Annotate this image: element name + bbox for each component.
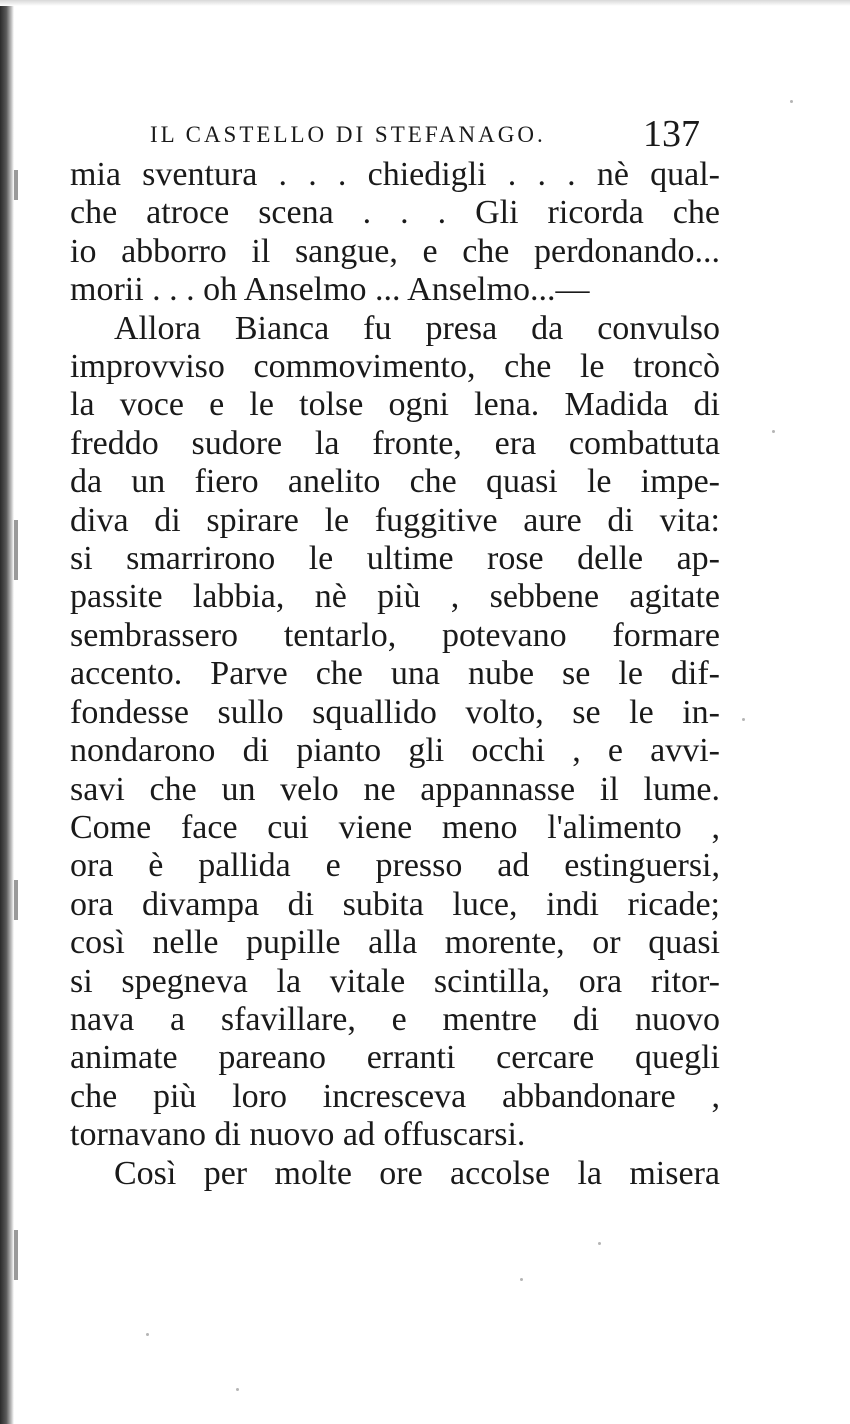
body-text: [70, 156, 720, 1193]
text-line: nava a sfavillare, e mentre di nuovo: [70, 1000, 720, 1038]
paragraph-start-line: Così per molte ore accolse la misera: [114, 1154, 720, 1192]
text-line: ora divampa di subita luce, indi ricade;: [70, 885, 720, 923]
text-line: savi che un velo ne appannasse il lume.: [70, 770, 720, 808]
text-line: si spegneva la vitale scintilla, ora ritor-: [70, 962, 720, 1000]
text-line: mia sventura . . . chiedigli . . . nè qual-: [70, 156, 720, 193]
gutter-speck: [14, 880, 18, 920]
paper-speck: [772, 430, 775, 433]
text-line: nondarono di pianto gli occhi , e avvi-: [70, 732, 720, 770]
paragraph-start-line: Allora Bianca fu presa da convulso: [114, 309, 720, 347]
text-line: fondesse sullo squallido volto, se le in-: [70, 693, 720, 731]
text-line: animate pareano erranti cercare quegli: [70, 1039, 720, 1077]
text-line: improvviso commovimento, che le troncò: [70, 348, 720, 386]
scan-gutter-shadow: [0, 0, 14, 1424]
text-line: si smarrirono le ultime rose delle ap-: [70, 540, 720, 578]
paper-speck: [742, 718, 745, 721]
gutter-speck: [14, 520, 18, 580]
paper-speck: [598, 1242, 601, 1245]
text-line: io abborro il sangue, e che perdonando...: [70, 232, 720, 270]
text-line: passite labbia, nè più , sebbene agitate: [70, 578, 720, 616]
page-header: [150, 113, 710, 156]
paper-speck: [146, 1333, 149, 1336]
text-line: morii . . . oh Anselmo ... Anselmo...—: [70, 271, 590, 309]
running-head: IL CASTELLO DI STEFANAGO.: [150, 122, 546, 147]
text-line: Come face cui viene meno l'alimento ,: [70, 808, 720, 846]
paper-speck: [790, 100, 793, 103]
text-line: diva di spirare le fuggitive aure di vita:: [70, 501, 720, 539]
text-line: che più loro incresceva abbandonare ,: [70, 1077, 720, 1115]
text-line: freddo sudore la fronte, era combattuta: [70, 424, 720, 462]
text-line: tornavano di nuovo ad offuscarsi.: [70, 1116, 526, 1154]
gutter-speck: [14, 1230, 18, 1280]
text-line: accento. Parve che una nube se le dif-: [70, 655, 720, 693]
gutter-speck: [14, 170, 18, 200]
page-number: 137: [643, 113, 700, 155]
text-line: sembrassero tentarlo, potevano formare: [70, 616, 720, 654]
text-line: ora è pallida e presso ad estinguersi,: [70, 847, 720, 885]
text-line: così nelle pupille alla morente, or quasi: [70, 924, 720, 962]
paper-speck: [520, 1278, 523, 1281]
text-line: che atroce scena . . . Gli ricorda che: [70, 194, 720, 232]
text-line: da un fiero anelito che quasi le impe-: [70, 463, 720, 501]
paper-speck: [236, 1388, 239, 1391]
text-line: la voce e le tolse ogni lena. Madida di: [70, 386, 720, 424]
scan-top-edge: [0, 0, 850, 6]
